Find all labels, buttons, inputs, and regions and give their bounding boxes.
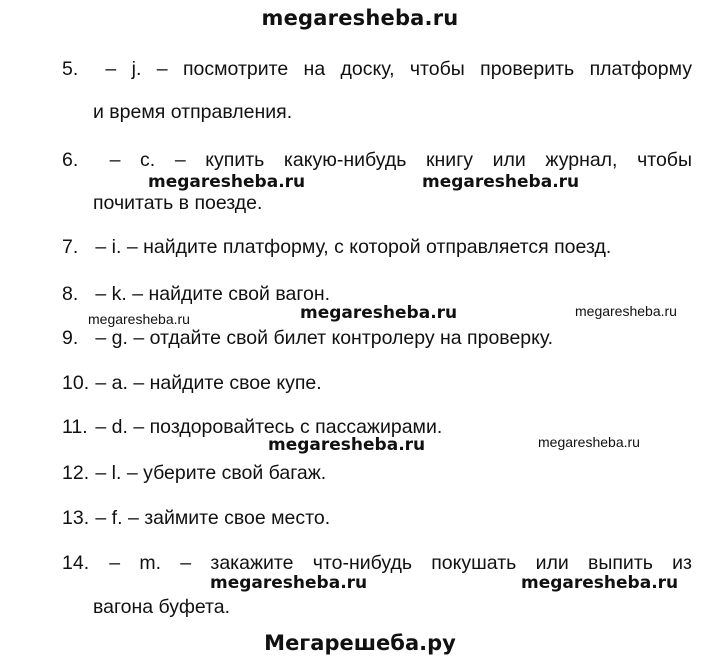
answer-item-6-cont: почитать в поезде. [93,192,263,214]
answer-item-13 [62,507,692,529]
item-text: – g. – отдайте свой билет контролеру на проверку. [95,327,554,349]
answer-item-14 [62,552,692,574]
answer-item-6 [62,149,692,171]
item-number: 11. [62,416,88,438]
item-text: – m. – закажите что-нибудь покушать или выпить из [109,552,693,574]
answer-item-10 [62,372,692,394]
answer-item-8 [62,283,692,305]
watermark: megaresheba.ru [538,434,640,450]
answer-item-5 [62,58,692,80]
site-footer: Мегарешеба.ру [264,631,456,655]
item-text: – i. – найдите платформу, с которой отправляется поезд. [95,236,612,258]
answer-item-14-cont: вагона буфета. [93,596,231,618]
item-text: – d. – поздоровайтесь с пассажирами. [95,416,443,438]
item-number: 9. [62,327,79,349]
answer-item-5-cont: и время отправления. [93,101,293,123]
answer-item-12 [62,462,692,484]
watermark: megaresheba.ru [521,573,679,593]
watermark: megaresheba.ru [210,573,368,593]
watermark: megaresheba.ru [268,435,426,455]
site-header: megaresheba.ru [261,6,459,30]
item-text: – c. – купить какую-нибудь книгу или журнал, чтобы [109,149,692,171]
item-text: – l. – уберите свой багаж. [95,462,327,484]
item-text: – k. – найдите свой вагон. [95,283,331,305]
answer-item-9 [62,327,692,349]
item-number: 8. [62,283,79,305]
item-number: 7. [62,236,79,258]
watermark: megaresheba.ru [575,303,677,319]
item-number: 14. [62,552,90,574]
item-text: – a. – найдите свое купе. [95,372,322,394]
item-number: 10. [62,372,90,394]
item-number: 13. [62,507,90,529]
item-number: 5. [62,58,79,80]
item-number: 6. [62,149,79,171]
watermark: megaresheba.ru [300,303,458,323]
answer-item-7 [62,236,692,258]
watermark: megaresheba.ru [422,172,580,192]
watermark: megaresheba.ru [148,172,306,192]
item-text: – f. – займите свое место. [95,507,331,529]
item-number: 12. [62,462,90,484]
item-text: – j. – посмотрите на доску, чтобы проверить платформу [105,58,692,80]
watermark: megaresheba.ru [88,311,190,327]
